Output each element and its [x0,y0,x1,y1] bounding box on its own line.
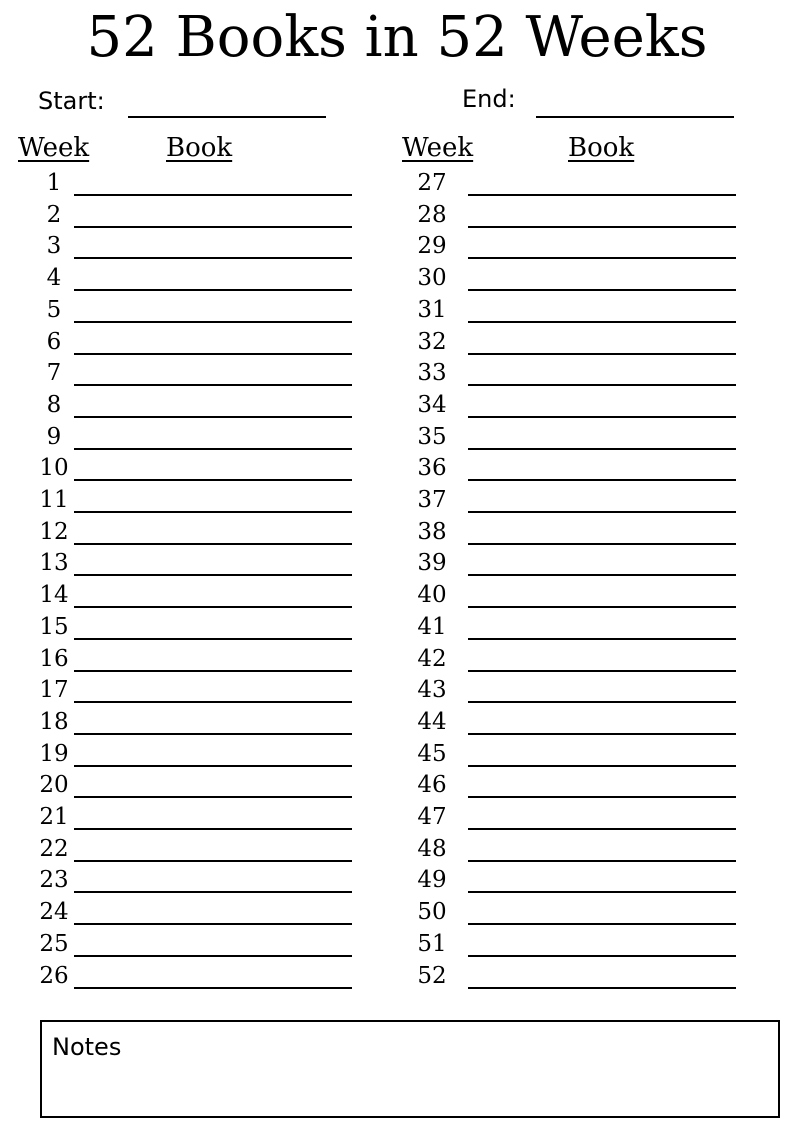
week-number: 30 [417,265,447,292]
week-number: 21 [39,804,69,830]
book-entry-line[interactable] [74,828,352,830]
book-entry-line[interactable] [74,416,352,418]
book-entry-line[interactable] [468,701,736,703]
book-entry-line[interactable] [74,289,352,291]
week-number: 19 [39,740,69,767]
book-entry-line[interactable] [468,448,736,450]
book-entry-line[interactable] [468,733,736,735]
week-number: 25 [39,930,69,957]
book-entry-line[interactable] [74,765,352,767]
book-entry-line[interactable] [74,321,352,323]
week-number: 34 [417,391,447,418]
week-number: 9 [46,423,62,450]
week-number: 17 [39,677,69,704]
week-number: 4 [46,265,62,292]
week-number: 36 [417,455,447,482]
week-number: 12 [39,518,69,545]
notes-label: Notes [52,1033,122,1061]
book-entry-line[interactable] [468,796,736,798]
week-number: 5 [46,296,62,323]
week-number: 11 [39,487,69,513]
week-number: 38 [417,518,447,545]
book-entry-line[interactable] [74,479,352,481]
book-entry-line[interactable] [468,543,736,545]
book-entry-line[interactable] [468,416,736,418]
book-entry-line[interactable] [468,574,736,576]
end-label: End: [462,85,516,113]
book-entry-line[interactable] [468,860,736,862]
week-number: 1 [46,170,62,196]
start-field[interactable] [128,116,326,118]
book-entry-line[interactable] [468,194,736,196]
week-number: 51 [417,930,447,957]
week-number: 50 [417,899,447,926]
book-entry-line[interactable] [468,511,736,513]
book-entry-line[interactable] [74,384,352,386]
week-number: 46 [417,772,447,799]
week-number: 14 [39,582,69,609]
week-number: 15 [39,613,69,640]
book-entry-line[interactable] [468,828,736,830]
book-entry-line[interactable] [74,891,352,893]
book-entry-line[interactable] [468,257,736,259]
book-entry-line[interactable] [468,670,736,672]
book-entry-line[interactable] [468,923,736,925]
week-number: 40 [417,582,447,609]
week-number: 31 [417,296,447,323]
book-entry-line[interactable] [74,701,352,703]
week-number: 6 [46,328,62,355]
week-number: 7 [46,360,62,387]
notes-box[interactable] [40,1020,780,1118]
book-entry-line[interactable] [74,511,352,513]
book-entry-line[interactable] [468,955,736,957]
week-number: 28 [417,201,447,228]
book-entry-line[interactable] [74,574,352,576]
week-number: 41 [417,613,447,640]
week-number: 24 [39,899,69,926]
book-entry-line[interactable] [468,321,736,323]
book-entry-line[interactable] [74,353,352,355]
week-number: 48 [417,835,447,862]
page-title: 52 Books in 52 Weeks [86,5,708,70]
week-number: 47 [417,804,447,830]
book-entry-line[interactable] [468,606,736,608]
book-entry-line[interactable] [74,606,352,608]
week-header-right: Week [402,133,474,163]
week-number: 16 [39,645,69,672]
book-entry-line[interactable] [468,891,736,893]
week-number: 49 [417,867,447,894]
book-entry-line[interactable] [468,479,736,481]
end-field[interactable] [536,116,734,118]
week-number: 43 [417,677,447,704]
week-number: 44 [417,708,447,735]
book-entry-line[interactable] [468,226,736,228]
week-number: 33 [417,360,447,387]
week-header-left: Week [18,133,90,163]
week-number: 39 [417,550,447,577]
week-number: 27 [417,170,447,196]
book-entry-line[interactable] [74,543,352,545]
week-number: 2 [46,201,62,228]
book-entry-line[interactable] [74,796,352,798]
book-entry-line[interactable] [74,194,352,196]
week-number: 23 [39,867,69,894]
book-header-left: Book [166,133,233,163]
book-entry-line[interactable] [468,638,736,640]
book-entry-line[interactable] [74,733,352,735]
week-number: 29 [417,233,447,260]
book-entry-line[interactable] [74,923,352,925]
book-entry-line[interactable] [74,860,352,862]
start-label: Start: [38,87,105,115]
week-number: 45 [417,740,447,767]
book-entry-line[interactable] [74,257,352,259]
book-entry-line[interactable] [74,638,352,640]
week-number: 32 [417,328,447,355]
book-entry-line[interactable] [468,353,736,355]
week-number: 20 [39,772,69,799]
book-header-right: Book [568,133,635,163]
week-number: 3 [46,233,62,260]
book-entry-line[interactable] [468,765,736,767]
book-entry-line[interactable] [74,987,352,989]
week-number: 22 [39,835,69,862]
book-entry-line[interactable] [468,987,736,989]
week-number: 52 [417,962,447,989]
book-entry-line[interactable] [468,384,736,386]
week-number: 26 [39,962,69,989]
week-number: 42 [417,645,447,672]
week-number: 10 [39,455,69,482]
week-number: 8 [46,391,62,418]
week-number: 13 [39,550,69,577]
book-entry-line[interactable] [74,448,352,450]
week-number: 37 [417,487,447,513]
book-entry-line[interactable] [74,226,352,228]
book-entry-line[interactable] [74,670,352,672]
week-number: 35 [417,423,447,450]
book-entry-line[interactable] [468,289,736,291]
book-entry-line[interactable] [74,955,352,957]
week-number: 18 [39,708,69,735]
